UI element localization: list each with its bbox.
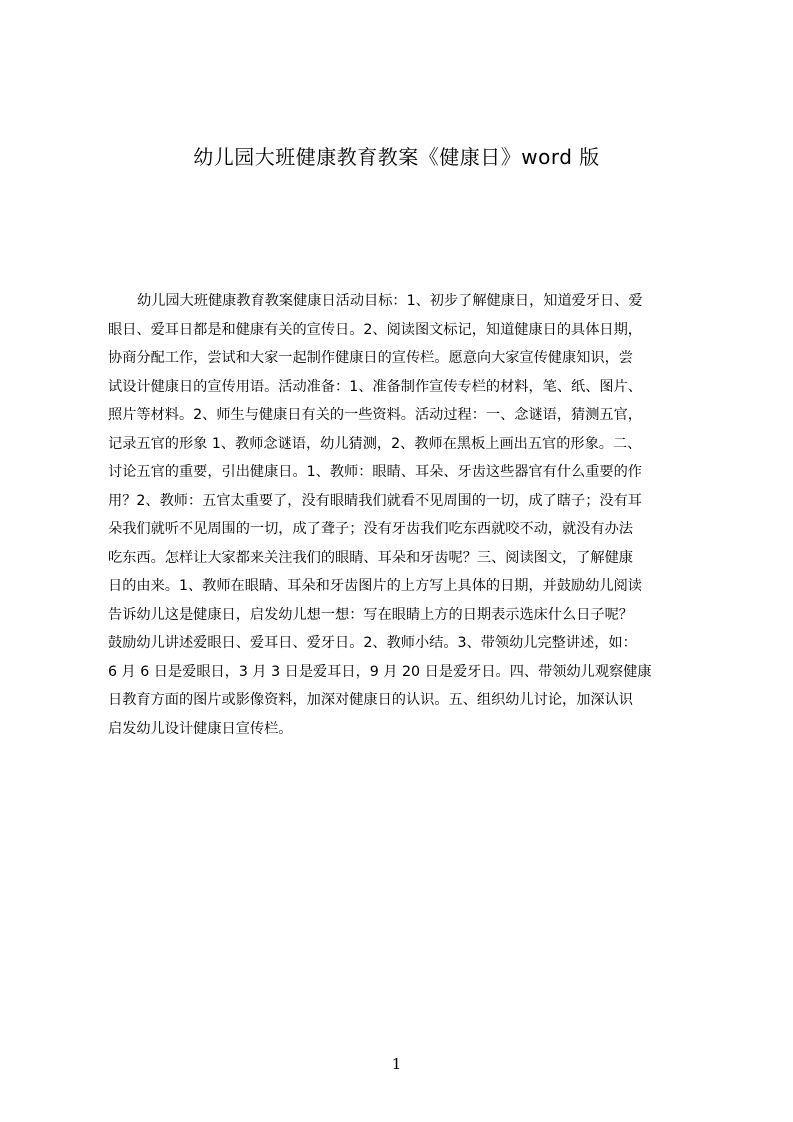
body-line: 幼儿园大班健康教育教案健康日活动目标：1、初步了解健康日，知道爱牙日、爱 <box>137 293 643 309</box>
document-title: 幼儿园大班健康教育教案《健康日》word 版 <box>193 145 600 169</box>
body-line: 启发幼儿设计健康日宣传栏。 <box>108 720 293 737</box>
body-line: 记录五官的形象 1、教师念谜语，幼儿猜测，2、教师在黑板上画出五官的形象。二、 <box>108 435 642 452</box>
body-line: 用？2、教师：五官太重要了，没有眼睛我们就看不见周围的一切，成了瞎子；没有耳 <box>108 492 642 509</box>
body-line: 日教育方面的图片或影像资料，加深对健康日的认识。五、组织幼儿讨论，加深认识 <box>108 692 633 708</box>
body-line: 眼日、爱耳日都是和健康有关的宣传日。2、阅读图文标记，知道健康日的具体日期， <box>108 321 642 338</box>
body-line: 讨论五官的重要，引出健康日。1、教师：眼睛、耳朵、牙齿这些器官有什么重要的作 <box>108 464 642 480</box>
body-line: 协商分配工作，尝试和大家一起制作健康日的宣传栏。愿意向大家宣传健康知识，尝 <box>108 350 633 366</box>
body-line: 朵我们就听不见周围的一切，成了聋子；没有牙齿我们吃东西就咬不动，就没有办法 <box>108 521 633 537</box>
body-line: 日的由来。1、教师在眼睛、耳朵和牙齿图片的上方写上具体的日期，并鼓励幼儿阅读 <box>108 578 642 594</box>
body-line: 试设计健康日的宣传用语。活动准备：1、准备制作宣传专栏的材料，笔、纸、图片、 <box>108 378 642 395</box>
body-line: 鼓励幼儿讲述爱眼日、爱耳日、爱牙日。2、教师小结。3、带领幼儿完整讲述，如： <box>108 635 637 651</box>
body-line: 照片等材料。2、师生与健康日有关的一些资料。活动过程：一、念谜语，猜测五官， <box>108 407 642 423</box>
body-line: 6 月 6 日是爱眼日，3 月 3 日是爱耳日，9 月 20 日是爱牙日。四、带领幼儿观察健康 <box>108 663 652 680</box>
document-body <box>108 287 710 743</box>
page-number: 1 <box>391 1055 402 1073</box>
body-line: 吃东西。怎样让大家都来关注我们的眼睛、耳朵和牙齿呢？三、阅读图文，了解健康 <box>108 549 633 566</box>
body-line: 告诉幼儿这是健康日，启发幼儿想一想：写在眼睛上方的日期表示选床什么日子呢？ <box>108 606 633 623</box>
